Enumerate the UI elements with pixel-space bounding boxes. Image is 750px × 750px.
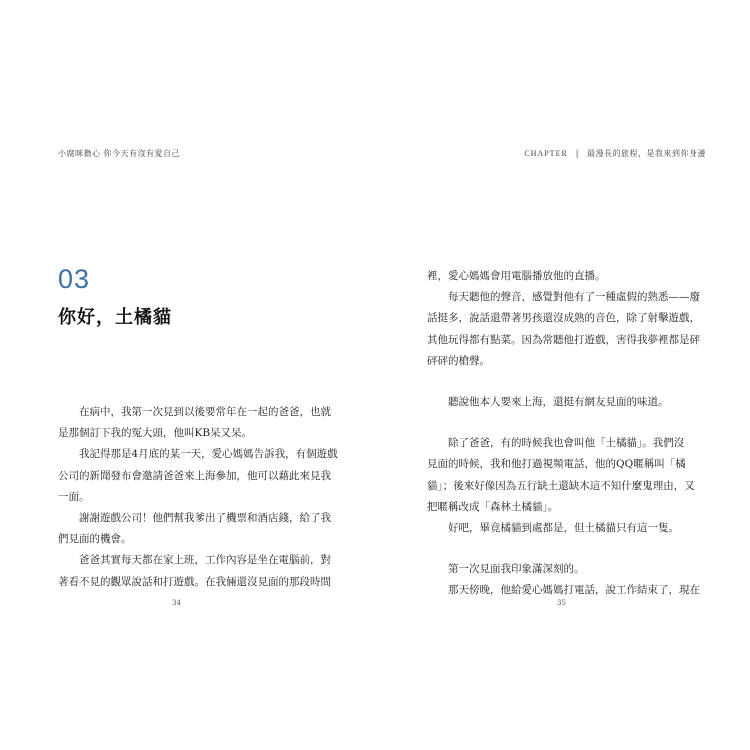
text-line: 爸爸其實每天都在家上班，工作內容是坐在電腦前，對 xyxy=(79,554,331,567)
text-line: 謝謝遊戲公司！他們幫我爹出了機票和酒店錢，給了我 xyxy=(79,511,331,524)
text-line: 那天傍晚，他給愛心媽媽打電話，說工作結束了，現在 xyxy=(448,584,700,597)
running-head-right xyxy=(524,148,706,159)
text-line: 我記得那是4月底的某一天，愛心媽媽告訴我，有個遊戲 xyxy=(79,448,338,461)
text-line: 一面。 xyxy=(58,490,90,503)
text-line: 貓」；後來好像因為五行缺土還缺木這不知什麼鬼理由，又 xyxy=(427,479,695,492)
text-line: 見面的時候，我和他打過視頻電話，他的QQ暱稱叫「橘 xyxy=(427,458,686,471)
text-line: 著看不見的觀眾說話和打遊戲。在我倆還沒見面的那段時間 xyxy=(58,575,331,588)
text-line: 在病中，我第一次見到以後要常年在一起的爸爸，也就 xyxy=(79,406,331,418)
left-body-text xyxy=(58,402,338,593)
text-line: 是那個訂下我的冤大頭，他叫KB呆又呆。 xyxy=(58,427,253,440)
paragraph-gap xyxy=(427,372,697,392)
text-line: 第一次見面我印象滿深刻的。 xyxy=(448,563,585,576)
text-line: 好吧，畢竟橘貓到處都是，但土橘貓只有這一隻。 xyxy=(448,521,679,534)
chapter-number: 03 xyxy=(58,264,91,294)
running-head-left: 小腐咪擔心 你今天有沒有愛自己 xyxy=(58,149,181,158)
paragraph-gap xyxy=(427,539,697,559)
text-line: 除了爸爸，有的時候我也會叫他「土橘貓」。我們沒 xyxy=(448,437,685,450)
text-line: 每天聽他的聲音，感覺對他有了一種虛假的熟悉——廢 xyxy=(448,291,700,304)
text-line: 公司的新聞發布會邀請爸爸來上海參加，他可以藉此來見我 xyxy=(58,469,331,482)
running-head-separator: | xyxy=(575,149,579,158)
right-body-text xyxy=(427,266,700,601)
text-line: 聽說他本人要來上海，還挺有網友見面的味道。 xyxy=(448,395,669,408)
page-number-right: 35 xyxy=(557,599,566,607)
right-page xyxy=(375,0,750,750)
text-line: 砰砰的槍聲。 xyxy=(427,354,490,367)
text-line: 把暱稱改成「森林土橘貓」。 xyxy=(427,500,559,513)
text-line: 裡，愛心媽媽會用電腦播放他的直播。 xyxy=(427,270,606,282)
running-head-chapter-label: CHAPTER xyxy=(524,149,568,158)
running-head-title: 最漫長的旅程，是我來到你身邊 xyxy=(587,149,706,158)
text-line: 話挺多，說話還帶著男孩還沒成熟的音色，除了射擊遊戲， xyxy=(427,312,700,325)
text-line: 們見面的機會。 xyxy=(58,533,132,546)
chapter-title: 你好，土橘貓 xyxy=(58,307,172,328)
text-line: 其他玩得都有點菜。因為常聽他打遊戲，害得我夢裡都是砰 xyxy=(427,333,700,346)
page-number-left: 34 xyxy=(172,599,181,607)
paragraph-gap xyxy=(427,413,697,433)
